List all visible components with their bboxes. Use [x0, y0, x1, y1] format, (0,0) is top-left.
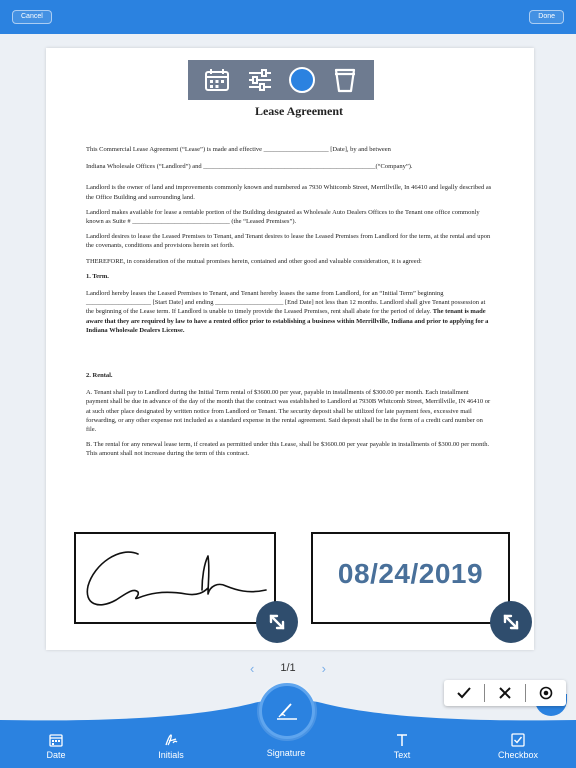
section-heading: 2. Rental.	[86, 372, 113, 380]
doc-paragraph: Landlord makes available for lease a rentable portion of the Building designated as Wholesale Auto Dealers Offices to the Tenant one office commonly known as Suite # ______________________________ (the “Leased Premises”).	[86, 208, 480, 226]
confirm-toolbar	[444, 680, 566, 706]
calendar-icon[interactable]	[202, 65, 232, 95]
doc-paragraph: Indiana Wholesale Offices (“Landlord”) and _____________________________________________________(“Company”).	[86, 163, 413, 171]
doc-paragraph: This Commercial Lease Agreement (“Lease”) is made and effective ____________________ [Date], by and between	[86, 146, 391, 153]
initials-icon	[163, 733, 179, 747]
top-bar	[0, 0, 576, 34]
color-circle-icon[interactable]	[287, 65, 317, 95]
close-icon[interactable]	[485, 683, 525, 703]
calendar-icon	[49, 733, 63, 747]
tab-label: Checkbox	[497, 750, 539, 760]
document-title: Lease Agreement	[254, 104, 344, 118]
check-icon[interactable]	[444, 683, 484, 703]
tab-label: Text	[393, 750, 411, 760]
trash-icon[interactable]	[330, 65, 360, 95]
tab-date[interactable]	[16, 732, 96, 760]
doc-paragraph: Landlord is the owner of land and improvements commonly known and numbered as 7930 Whitcomb Street, Merrillville, In 46410 and legally described as the Office Building and surrounding land.	[86, 184, 492, 201]
section-heading: 1. Term.	[86, 272, 109, 280]
done-button[interactable]: Done	[529, 10, 564, 24]
tab-initials[interactable]	[131, 732, 211, 760]
cancel-button[interactable]: Cancel	[12, 10, 52, 24]
doc-paragraph: Landlord desires to lease the Leased Premises to Tenant, and Tenant desires to lease the Leased Premises from Landlord for the term, at the rental and upon the covenants, conditions and provisions herein set forth.	[86, 233, 491, 250]
text-icon	[395, 733, 409, 747]
target-icon[interactable]	[526, 683, 566, 703]
next-page-icon[interactable]: ›	[321, 660, 326, 676]
date-field[interactable]	[311, 532, 510, 624]
tab-label: Date	[46, 750, 66, 760]
signature-drawing	[76, 534, 274, 622]
sliders-icon[interactable]	[245, 65, 275, 95]
resize-handle-icon[interactable]	[256, 601, 298, 643]
signature-field[interactable]	[74, 532, 276, 624]
pen-icon	[275, 701, 299, 721]
tab-signature[interactable]	[246, 748, 326, 758]
doc-paragraph	[86, 289, 492, 335]
doc-text: Landlord hereby leases the Leased Premises to Tenant, and Tenant hereby leases the same from Landlord, for an “Initial Term” beginning ____________________ [Start Date] and ending _____________________ [End Date] not less than 12 months. Landlord shall give Tenant possession at the beginning of the Lease term. If Landlord is unable to timely provide the Leased Premises, rent shall abate for the period of delay.	[86, 290, 486, 316]
tab-text[interactable]	[362, 732, 442, 760]
doc-paragraph: B. The rental for any renewal lease term, if created as permitted under this Lease, shall be $3600.00 per year payable in installments of $300.00 per month. This amount shall not increase during the term of this contract.	[86, 441, 490, 458]
doc-paragraph: THEREFORE, in consideration of the mutual promises herein, contained and other good and valuable consideration, it is agreed:	[86, 257, 422, 265]
doc-bold-text: The tenant is made aware that they are required by law to have a rented office prior to establishing a business within Merrillville, Indiana and prior to applying for a Indiana Wholesale Dealers License.	[86, 308, 489, 334]
doc-paragraph: A. Tenant shall pay to Landlord during the Initial Term rental of $3600.00 per year, payable in installments of $300.00 per month. Each installment payment shall be due in advance of the day of the month that the contract was established to Landlord at 7930B Whitcomb Street, Merrillville, IN 46410 or at such other place designated by written notice from Landlord or Tenant. The security deposit shall be utilized for late payment fees, excessive mail forwarding, or any other expense not included as a standard expense in the rental agreement. Said deposit shall be in the form of a credit card number on file.	[86, 389, 491, 434]
page-navigator	[250, 660, 326, 676]
annotation-toolbar	[188, 60, 374, 100]
page-indicator: 1/1	[280, 662, 296, 674]
tab-checkbox[interactable]	[478, 732, 558, 760]
signature-fab-button[interactable]	[259, 683, 315, 739]
prev-page-icon[interactable]: ‹	[250, 660, 255, 676]
resize-handle-icon[interactable]	[490, 601, 532, 643]
document-content	[86, 104, 492, 465]
checkbox-icon	[511, 733, 525, 747]
tab-label: Signature	[266, 748, 306, 758]
date-value: 08/24/2019	[337, 558, 484, 589]
tab-label: Initials	[158, 750, 184, 760]
